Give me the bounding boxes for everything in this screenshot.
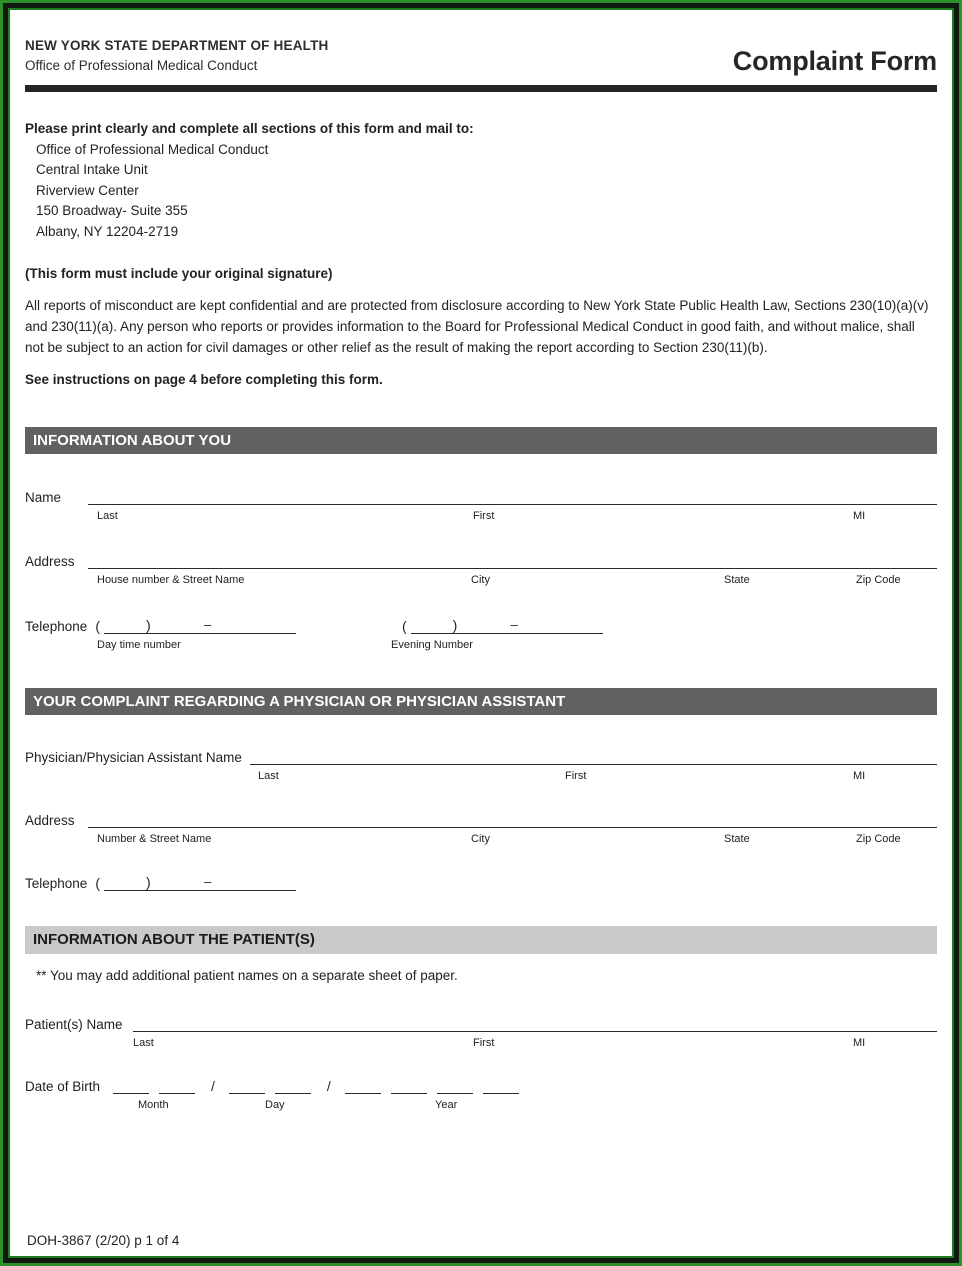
dob-day-blank (275, 1079, 311, 1094)
page-frame-inner (3, 3, 959, 1263)
your-telephone-field (25, 618, 937, 653)
sublabel-evening: Evening Number (391, 639, 473, 651)
sublabel-daytime: Day time number (97, 639, 181, 651)
date-of-birth-field (25, 1079, 937, 1113)
open-paren: ( (401, 618, 407, 634)
section-header-about-you: INFORMATION ABOUT YOU (25, 427, 937, 454)
complaint-form-page (8, 8, 954, 1258)
mail-address-line: 150 Broadway- Suite 355 (36, 203, 188, 218)
dob-day-blank (229, 1079, 265, 1094)
mail-address-line: Office of Professional Medical Conduct (36, 141, 269, 157)
patient-name-field (25, 1016, 937, 1051)
sublabel-first: First (565, 770, 587, 782)
dob-year-blank (483, 1079, 519, 1094)
physician-name-field (25, 749, 937, 784)
sublabel-mi: MI (853, 770, 866, 782)
mail-instruction: Please print clearly and complete all sections of this form and mail to: (25, 121, 474, 136)
dob-slash: / (211, 1077, 215, 1094)
sublabel-city: City (471, 833, 490, 845)
dob-slash: / (326, 1077, 331, 1094)
patients-note: ** You may add additional patient names on a separate sheet of paper. (36, 968, 458, 983)
phone-dash: – (203, 874, 212, 889)
confidentiality-text: All reports of misconduct are kept confidential and are protected from disclosure according to New York State Public Health Law, Sections 230(10)(a)(v) and 230(11)(a). Any person who reports or provides information to the Board for Professional Medical Conduct in good faith, and without malice, shall not be subject to an action for civil damages or other relief as the result of making the report according to Section 230(11)(b). (25, 297, 929, 355)
header-rule (25, 85, 937, 92)
sublabel-mi: MI (853, 1036, 866, 1049)
physician-address-sublabels (25, 833, 937, 847)
dob-year-blank (437, 1079, 473, 1094)
agency-name: NEW YORK STATE DEPARTMENT OF HEALTH (25, 38, 329, 53)
section-header-patients: INFORMATION ABOUT THE PATIENT(S) (25, 926, 937, 954)
your-address-field (25, 553, 937, 588)
header (25, 36, 937, 76)
sublabel-street: House number & Street Name (97, 574, 245, 586)
your-address-fill-line (88, 553, 937, 569)
sublabel-city: City (471, 574, 490, 586)
physician-phone-fill-line (104, 875, 296, 891)
daytime-phone-fill-line (104, 618, 296, 634)
sublabel-zip: Zip Code (856, 574, 901, 586)
dob-year-blank (345, 1079, 381, 1094)
evening-phone-fill-line (411, 618, 603, 634)
dob-month-blank (159, 1079, 195, 1094)
sublabel-state: State (724, 833, 750, 845)
mail-address-line: Central Intake Unit (36, 162, 148, 177)
sublabel-street: Number & Street Name (97, 833, 212, 845)
office-name: Office of Professional Medical Conduct (25, 58, 258, 73)
sublabel-state: State (724, 574, 750, 586)
physician-address-fill-line (88, 812, 937, 828)
your-address-sublabels (25, 574, 937, 588)
sublabel-day: Day (265, 1098, 285, 1111)
dob-month-blank (113, 1079, 149, 1094)
sublabel-last: Last (97, 510, 118, 522)
physician-telephone-label: Telephone (25, 876, 88, 891)
your-telephone-label: Telephone (25, 619, 88, 634)
phone-dash: – (203, 617, 212, 632)
your-telephone-sublabels (25, 639, 937, 653)
mail-address-block (25, 140, 937, 243)
physician-telephone-field (25, 875, 937, 891)
patient-name-sublabels (25, 1037, 937, 1051)
sublabel-mi: MI (853, 510, 866, 522)
sublabel-first: First (473, 510, 495, 522)
physician-name-label: Physician/Physician Assistant Name (25, 750, 242, 765)
mail-address-line: Albany, NY 12204-2719 (36, 223, 179, 239)
mail-address-line: Riverview Center (36, 182, 139, 198)
header-left (25, 36, 329, 76)
signature-note: (This form must include your original signature) (25, 266, 333, 281)
open-paren: ( (95, 875, 100, 891)
physician-name-fill-line (250, 749, 937, 765)
form-number: DOH-3867 (2/20) p 1 of 4 (27, 1233, 180, 1248)
physician-address-field (25, 812, 937, 847)
physician-name-sublabels (25, 770, 937, 784)
section-header-complaint: YOUR COMPLAINT REGARDING A PHYSICIAN OR PHYSICIAN ASSISTANT (25, 688, 937, 715)
sublabel-month: Month (138, 1098, 169, 1111)
close-paren: ) (145, 874, 151, 890)
patient-name-fill-line (133, 1016, 937, 1032)
close-paren: ) (452, 617, 458, 633)
physician-address-label: Address (25, 813, 75, 828)
patient-name-label: Patient(s) Name (25, 1016, 123, 1032)
your-address-label: Address (25, 554, 75, 569)
your-name-sublabels (25, 510, 937, 524)
date-of-birth-label: Date of Birth (25, 1078, 101, 1094)
your-name-label: Name (25, 490, 62, 505)
your-name-fill-line (88, 489, 937, 505)
open-paren: ( (95, 618, 100, 634)
your-name-field (25, 489, 937, 524)
see-instructions-note: See instructions on page 4 before completing this form. (25, 371, 383, 387)
phone-dash: – (510, 617, 518, 632)
sublabel-year: Year (435, 1098, 458, 1111)
sublabel-last: Last (133, 1036, 154, 1049)
page-title: Complaint Form (732, 46, 937, 76)
sublabel-zip: Zip Code (856, 833, 901, 845)
close-paren: ) (145, 617, 151, 633)
sublabel-last: Last (258, 770, 279, 782)
sublabel-first: First (473, 1036, 495, 1049)
dob-sublabels (25, 1099, 937, 1113)
dob-year-blank (391, 1079, 427, 1094)
